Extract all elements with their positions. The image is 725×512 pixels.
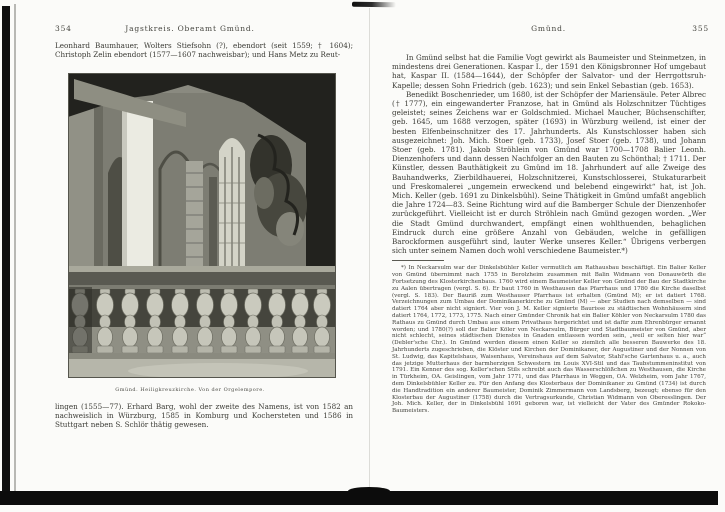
right-page-body xyxy=(392,53,706,415)
footnote-rule xyxy=(392,260,444,261)
running-header-right: Gmünd. xyxy=(531,24,566,33)
banded-column xyxy=(186,161,203,273)
page-gutter xyxy=(369,8,370,490)
scan-edge-bottom xyxy=(0,491,718,505)
paragraph-family-vogt: In Gmünd selbst hat die Familie Vogt gewirkt als Baumeister und Steinmetzen, in mindestens drei Generationen. Kaspar I., der 1591 den Königsbronner Hof umgebaut hat, Kaspar II. (1584—1644), der Schöpfer der Salvator- und der Herrgottsruh-Kapelle; dessen Sohn Friedrich (geb. 1623); und sein Enkel Sebastian (geb. 1653). xyxy=(392,53,706,90)
paragraph-continuation-top: Leonhard Baumhauer, Wolters Stiefsohn (?), ebendort (seit 1559; † 1604); Christoph Zelin ebendort (1577—1607 nachweisbar); und Hans Metz zu Reut- xyxy=(55,41,353,60)
balustrade xyxy=(68,266,336,359)
running-header-left: Jagstkreis. Oberamt Gmünd. xyxy=(125,24,255,33)
footnote: *) In Neckarsulm war der Dinkelsbühler Keller vermutlich am Rathausbau beschäftigt. Ein Balier Keller von Gmünd übernimmt nach 1755 in Berolzheim zusammen mit Balin Widmann von Donauwörth die Fortsetzung des Klosterkirchenbaus. 1760 wird einem Baumeister Keller von Gmünd der Bau der Stadtkirche zu Aalen übertragen (vergl. S. 6). Er baut 1760 in Westhausen das Pfarrhaus und 1780 die Kirche daselbst (vergl. S. 183). Der Bauriß zum Westhauser Pfarrhaus ist erhalten (Gmünd M); er ist datiert 1768. Verzeichnungen zum Umbau der Dominikanerkirche zu Gmünd (M) — aber Studien nach demselben — sind datiert 1764 aber nicht signiert. Vier von J. M. Keller signierte Baurisse zu städtischen Wohnhäusern sind datiert 1764, 1772, 1773, 1775. Nach einer Gmünder Chronik hat ein Balier Köhler von Neckarsulm 1780 das Rathaus zu Gmünd durch Umbau aus einem Privathaus hergerichtet und ist dafür zum Ehrenbürger ernannt worden; und 1780(?) soll der Balier Köler von Neckarsulm, Bürger und Stadtbaumeister von Gmünd, aber nicht schlecht, seines städtischen Dienstes in Gnaden entlassen worden sein, „weil er selten hier war“ (Debler'sche Chr.). In Gmünd werden diesem einen Keller so ziemlich alle besseren Bauwerke des 18. Jahrhunderts zugeschrieben, die Klöster und Kirchen der Dominikaner, der Augustiner und der Nonnen von St. Ludwig, das Kapitelshaus, Waisenhaus, Vereinshaus auf dem Salvator, Stahl'sche Gartenhaus u. a., auch das jetzige Mutterhaus der barmherzigen Schwestern im Louis XVI-Stil und das Taubstummeninstitut von 1791. Ein Kenner des sog. Keller'schen Stils schreibt auch das Wasserschlößchen zu Westhausen, die Kirche in Türkheim, OA. Geislingen, vom Jahr 1771, und das Pfarrhaus in Weggen, OA. Welzheim, vom Jahr 1767, dem Dinkelsbühler Keller zu. Für den Anfang des Klosterbaus der Dominikaner zu Gmünd (1734) ist durch die Handtradition ein anderer Baumeister, Dominik Zimmermann von Landsberg, bezeugt; ebenso für den Klosterbau der Augustiner (1758) durch die Vertragsurkunde, Christian Widmann von Oberesslingen. Der Joh. Mich. Keller, der in Dinkelsbühl 1691 geboren war, ist vielleicht der Vater des Gmünder Rokoko-Baumeisters. xyxy=(392,265,706,415)
page-number-left: 354 xyxy=(55,24,72,33)
church-interior-illustration xyxy=(68,73,336,378)
page-number-right: 355 xyxy=(692,24,709,33)
paragraph-continuation-bottom: lingen (1555—77). Erhard Barg, wohl der zweite des Namens, ist von 1582 an nachweislich in Würzburg, 1585 in Komburg und Kochersteten und 1586 in Stuttgart neben S. Schlör thätig gewesen. xyxy=(55,402,353,430)
left-page xyxy=(20,0,360,512)
scan-edge-line xyxy=(14,4,16,498)
paragraph-gmuend-artists: Benedikt Boschenrieder, um 1680, ist der Schöpfer der Mariensäule. Peter Albrec († 1777), ein eingewanderter Franzose, hat in Gmünd als Holzschnitzer Tüchtiges geleistet; seines Zeichens war er Goldschmied. Michael Maucher, Büchsenschifter, geb. 1645, um 1688 verzogen, später (1693) in Würzburg weilend, ist einer der besten Elfenbeinschnitzer des 17. Jahrhunderts. Als Kunstschlosser haben sich ausgezeichnet: Joh. Mich. Stoer (geb. 1733), Josef Stoer (geb. 1738), und Johann Stoer (geb. 1781). Jakob Ströhlein von Gmünd war 1700—1708 Balier Leonh. Dienzenhofers und dann dessen Nachfolger an den Bauten zu Schönthal; † 1711. Der Künstler, dessen Bauthätigkeit zu Gmünd im 18. Jahrhundert auf alle Zweige des Bauhandwerks, Zierbildhauerei, Holzschnitzerei, Kunstschlosserei, Stukaturarbeit und Freskomalerei „ungemein erweckend und belebend eingewirkt“ hat, ist Joh. Mich. Keller (geb. 1691 zu Dinkelsbühl). Seine Thätigkeit in Gmünd umfaßt angeblich die Jahre 1724—83. Seine Richtung wird auf die Bamberger Schule der Dienzenhofer zurückgeführt. Vielleicht ist er durch Ströhlein nach Gmünd gezogen worden. „Wer die Stadt Gmünd durchwandert, empfängt einen wohlthuenden, behaglichen Eindruck durch eine größere Anzahl von Gebäuden, welche in gefälligen Barockformen ausgeführt sind, lauter Werke unseres Keller.“ Übrigens verbergen sich unter seinem Namen doch wohl verschiedene Baumeister.*) xyxy=(392,89,706,256)
scan-edge-left xyxy=(2,6,10,500)
photo-caption: Gmünd. Heiligkreuzkirche. Von der Orgelempore. xyxy=(115,387,265,393)
church-photo xyxy=(68,73,336,378)
right-page xyxy=(372,0,725,512)
